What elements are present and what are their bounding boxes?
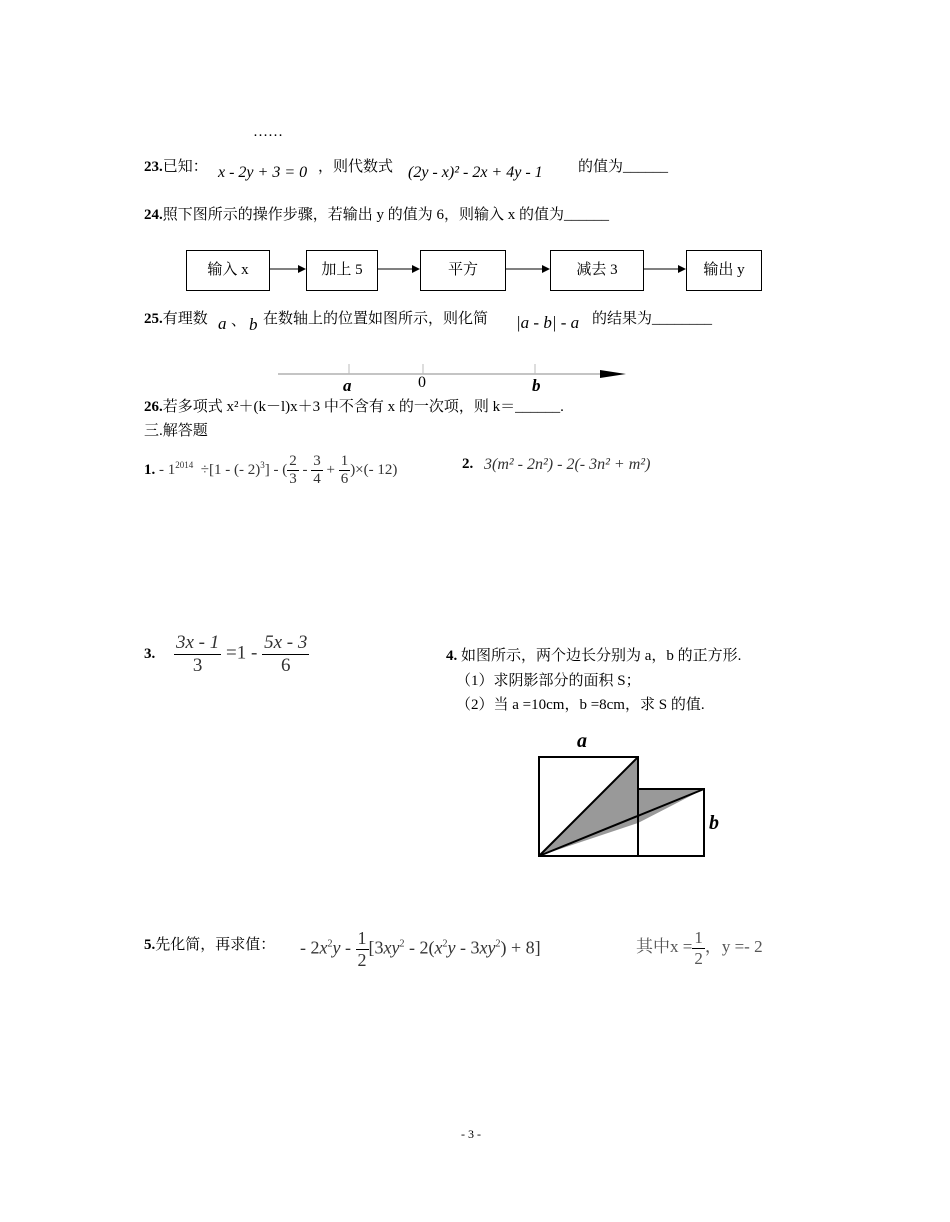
q23-expression: (2y - x)² - 2x + 4y - 1 [408, 164, 543, 181]
q25-text: 在数轴上的位置如图所示，则化简 [263, 311, 489, 327]
p3-lhs-numerator: 3x - 1 [176, 632, 220, 653]
axis-label-a: a [343, 376, 352, 395]
section-heading: 三.解答题 [144, 423, 208, 439]
p1-exponent: 2014 [175, 460, 194, 471]
question-text: 若多项式 x²＋(k－l)x＋3 中不含有 x 的一次项，则 k＝______. [162, 399, 564, 415]
p4-line-3: （2）当 a =10cm，b =8cm，求 S 的值. [456, 697, 705, 713]
figure-label-a: a [577, 730, 587, 752]
q25-separator: 、 [231, 313, 247, 329]
problem-number: 2. [462, 456, 474, 472]
p2-expression: 3(m² - 2n²) - 2(- 3n² + m²) [484, 456, 651, 473]
flow-box-output: 输出 y [686, 250, 762, 291]
question-text: 有理数 [162, 311, 208, 327]
problem-text: 先化简，再求值： [155, 937, 276, 953]
figure-label-b: b [709, 812, 719, 834]
p5-condition-y: ，y =- 2 [704, 936, 763, 956]
q23-mid-text: ，则代数式 [318, 159, 394, 175]
q25-tail: 的结果为________ [592, 311, 713, 327]
question-number: 23. [144, 159, 163, 175]
question-number: 25. [144, 311, 163, 327]
p3-equals: =1 - [226, 642, 258, 664]
p5-condition-x: 其中x = [636, 936, 693, 956]
p3-rhs-denominator: 6 [280, 654, 291, 676]
p5-condition: 其中x = $\frac{1}{2}$ ，y =- 2 [636, 928, 763, 968]
q25-var-a: a [218, 314, 227, 333]
flow-box-add: 加上 5 [306, 250, 378, 291]
problem-5 [144, 933, 275, 954]
p3-lhs-denominator: 3 [192, 654, 203, 676]
p4-line-2: （1）求阴影部分的面积 S； [456, 673, 641, 689]
question-number: 24. [144, 207, 163, 223]
flow-box-subtract: 减去 3 [550, 250, 644, 291]
ellipsis: …… [253, 124, 283, 140]
p5-expression: - $2x^2y$ - $\frac{1}{2}$ $[3xy^2 - 2(x^2y - 3xy^2) + 8]$ [300, 928, 541, 970]
problem-number: 1. [144, 462, 156, 479]
p4-line-1: 如图所示，两个边长分别为 a，b 的正方形. [461, 648, 742, 664]
problem-number: 5. [144, 937, 156, 953]
flow-box-square: 平方 [420, 250, 506, 291]
q25-var-b: b [249, 315, 258, 334]
shaded-region-right [638, 789, 704, 823]
flow-box-input: 输入 x [186, 250, 270, 291]
q25-expression: |a - b| - a [516, 313, 580, 332]
problem-number: 4. [446, 648, 458, 664]
axis-label-zero: 0 [418, 374, 426, 391]
question-text: 已知： [162, 159, 208, 175]
p3-rhs-numerator: 5x - 3 [264, 632, 308, 653]
q23-condition: x - 2y + 3 = 0 [218, 164, 308, 181]
q23-tail: 的值为______ [578, 159, 669, 175]
page-number: - 3 - [461, 1127, 481, 1141]
problem-number: 3. [144, 646, 156, 662]
p1-expression: - $1^{2014} \div[1$ - (- 2)$^3$] - ( $\frac{2}{3}$ - $\frac{3}{4}$ + $\frac{1}{6}$ )×(- 12) [159, 453, 398, 488]
axis-label-b: b [532, 376, 541, 395]
question-text: 照下图所示的操作步骤，若输出 y 的值为 6，则输入 x 的值为______ [162, 207, 610, 223]
question-number: 26. [144, 399, 163, 415]
